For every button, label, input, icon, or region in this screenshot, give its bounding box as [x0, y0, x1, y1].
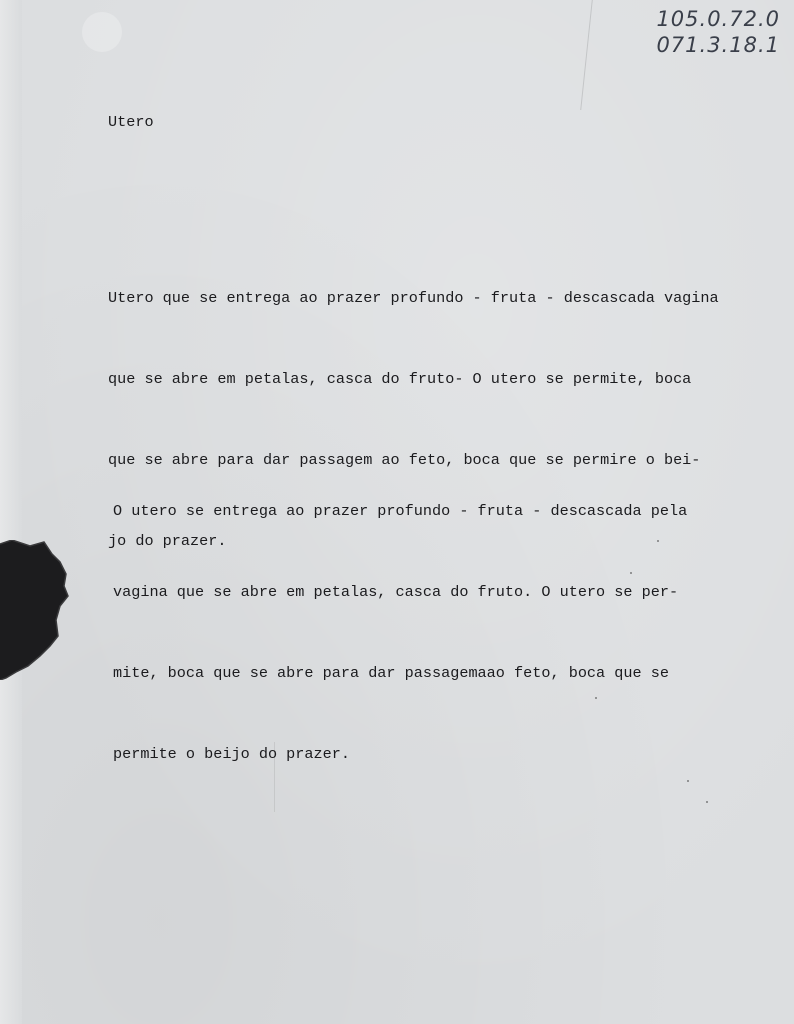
paper-speck [595, 697, 597, 699]
paper-stain [82, 12, 122, 52]
paragraph-2-line-3: mite, boca que se abre para dar passagemaao feto, boca que se [113, 664, 669, 682]
paragraph-2-line-4: permite o beijo do prazer. [113, 745, 350, 763]
paper-speck [657, 540, 659, 542]
archive-reference-code [656, 6, 780, 58]
paragraph-2-line-1: O utero se entrega ao prazer profundo - fruta - descascada pela [113, 502, 688, 520]
paper-speck [706, 801, 708, 803]
paragraph-1-line-2: que se abre em petalas, casca do fruto- O utero se permite, boca [108, 370, 692, 388]
paragraph-1-line-1: Utero que se entrega ao prazer profundo - fruta - descascada vagina [108, 289, 719, 307]
paper-crease [580, 0, 615, 110]
paragraph-1-line-4: jo do prazer. [108, 532, 227, 550]
paragraph-1-line-3: que se abre para dar passagem ao feto, boca que se permire o bei- [108, 451, 701, 469]
page-left-margin [0, 0, 22, 1024]
archive-code-line-2: 071.3.18.1 [656, 33, 780, 57]
paper-speck [687, 780, 689, 782]
paragraph-2 [113, 444, 687, 822]
paragraph-2-line-2: vagina que se abre em petalas, casca do fruto. O utero se per- [113, 583, 679, 601]
paper-speck [630, 572, 632, 574]
paper-mark [274, 742, 275, 812]
archive-code-line-1: 105.0.72.0 [656, 7, 780, 31]
document-title: Utero [108, 113, 154, 131]
torn-paper-hole [0, 540, 70, 680]
